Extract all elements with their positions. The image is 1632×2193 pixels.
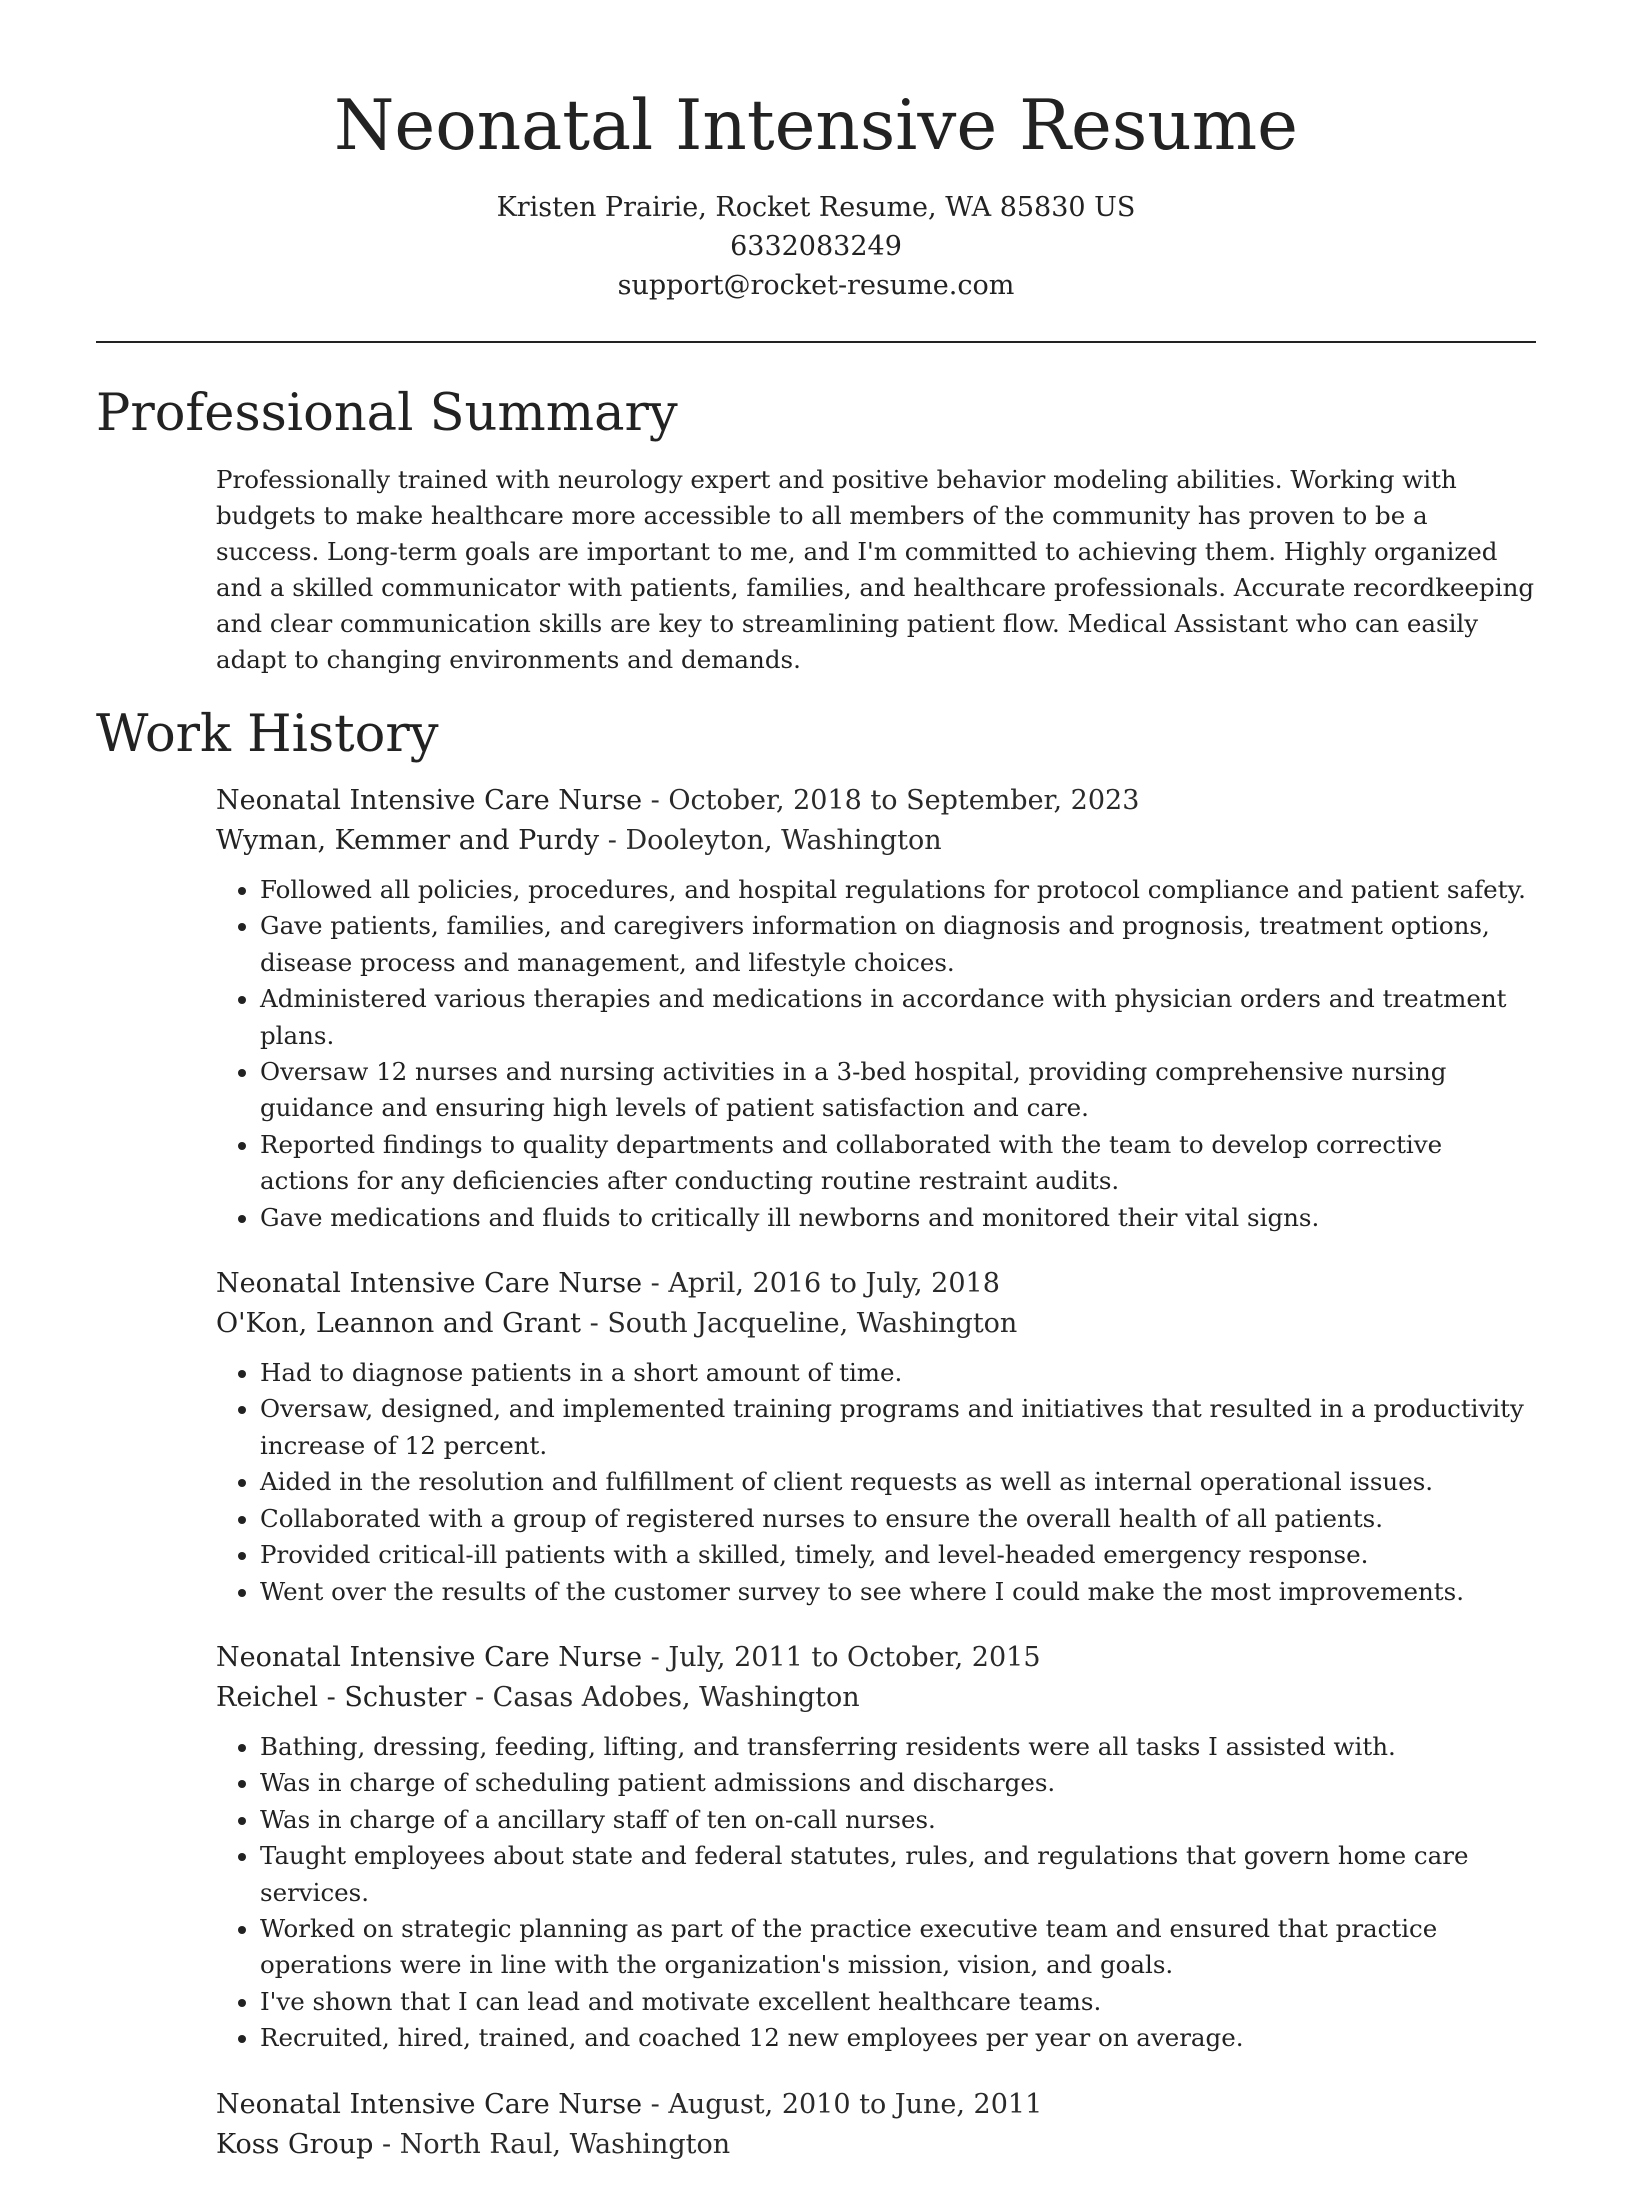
job-company-line: O'Kon, Leannon and Grant - South Jacqueline, Washington <box>216 1308 1018 1340</box>
job-bullet: • I've shown that I can lead and motivate excellent healthcare teams. <box>260 1984 1538 2020</box>
job-location: North Raul, Washington <box>399 2128 731 2160</box>
job-bullet: • Oversaw, designed, and implemented training programs and initiatives that resulted in a productivity increase of 12 percent. <box>260 1391 1538 1464</box>
job-company: O'Kon, Leannon and Grant <box>216 1308 581 1340</box>
job-bullets <box>216 872 1538 1236</box>
contact-block <box>0 188 1632 305</box>
job-title: Neonatal Intensive Care Nurse <box>216 1268 643 1300</box>
contact-phone: 6332083249 <box>730 231 902 262</box>
job-bullet: • Administered various therapies and medications in accordance with physician orders and treatment plans. <box>260 981 1538 1054</box>
job-entry <box>216 1264 1538 1610</box>
job-title-line: Neonatal Intensive Care Nurse - October, 2018 to September, 2023 <box>216 785 1140 816</box>
job-title: Neonatal Intensive Care Nurse <box>216 1641 643 1673</box>
work-history-heading: Work History <box>96 705 439 764</box>
contact-address: Kristen Prairie, Rocket Resume, WA 85830 US <box>496 192 1136 223</box>
job-entry <box>216 781 1538 1236</box>
job-bullets <box>216 1355 1538 1610</box>
job-entry <box>216 2085 1538 2165</box>
job-bullet: • Followed all policies, procedures, and hospital regulations for protocol compliance and patient safety. <box>260 872 1538 908</box>
job-title-line: Neonatal Intensive Care Nurse - July, 2011 to October, 2015 <box>216 1641 1041 1673</box>
job-title-line: Neonatal Intensive Care Nurse - August, 2010 to June, 2011 <box>216 2088 1043 2120</box>
job-bullet: • Collaborated with a group of registered nurses to ensure the overall health of all patients. <box>260 1501 1538 1537</box>
job-location: Casas Adobes, Washington <box>492 1681 860 1713</box>
job-entry <box>216 1638 1538 2057</box>
job-bullet: • Taught employees about state and federal statutes, rules, and regulations that govern home care services. <box>260 1838 1538 1911</box>
work-history-list <box>216 781 1538 2193</box>
job-title: Neonatal Intensive Care Nurse <box>216 2088 643 2120</box>
job-bullet: • Gave patients, families, and caregivers information on diagnosis and prognosis, treatment options, disease process and management, and lifestyle choices. <box>260 908 1538 981</box>
job-company-line: Wyman, Kemmer and Purdy - Dooleyton, Washington <box>216 825 942 856</box>
job-location: Dooleyton, Washington <box>625 825 942 856</box>
job-bullet: • Worked on strategic planning as part of the practice executive team and ensured that practice operations were in line with the organization's mission, vision, and goals. <box>260 1911 1538 1984</box>
job-dates: April, 2016 to July, 2018 <box>668 1268 1000 1300</box>
header-divider <box>96 341 1536 343</box>
job-bullet: • Reported findings to quality departments and collaborated with the team to develop corrective actions for any deficiencies after conducting routine restraint audits. <box>260 1127 1538 1200</box>
job-bullet: • Was in charge of scheduling patient admissions and discharges. <box>260 1765 1538 1801</box>
job-company-line: Koss Group - North Raul, Washington <box>216 2128 731 2160</box>
job-bullet: • Had to diagnose patients in a short amount of time. <box>260 1355 1538 1391</box>
job-dates: July, 2011 to October, 2015 <box>668 1641 1041 1673</box>
job-bullet: • Bathing, dressing, feeding, lifting, and transferring residents were all tasks I assisted with. <box>260 1729 1538 1765</box>
summary-text: Professionally trained with neurology expert and positive behavior modeling abilities. Working with budgets to make healthcare more accessible to all members of the community has proven to be a success. Long-term goals are important to me, and I'm committed to achieving them. Highly organized and a skilled communicator with patients, families, and healthcare professionals. Accurate recordkeeping and clear communication skills are key to streamlining patient flow. Medical Assistant who can easily adapt to changing environments and demands. <box>216 465 1535 674</box>
job-company: Koss Group <box>216 2128 374 2160</box>
summary-heading: Professional Summary <box>96 384 678 443</box>
resume-header <box>0 0 1632 305</box>
job-bullet: • Provided critical-ill patients with a skilled, timely, and level-headed emergency response. <box>260 1537 1538 1573</box>
job-company: Reichel - Schuster <box>216 1681 467 1713</box>
job-dates: October, 2018 to September, 2023 <box>668 785 1140 816</box>
job-title-line: Neonatal Intensive Care Nurse - April, 2016 to July, 2018 <box>216 1268 1000 1300</box>
job-bullet: • Was in charge of a ancillary staff of ten on-call nurses. <box>260 1802 1538 1838</box>
job-bullet: • Aided in the resolution and fulfillment of client requests as well as internal operational issues. <box>260 1464 1538 1500</box>
job-dates: August, 2010 to June, 2011 <box>668 2088 1043 2120</box>
job-bullet: • Gave medications and fluids to critically ill newborns and monitored their vital signs. <box>260 1200 1538 1236</box>
job-bullet: • Went over the results of the customer survey to see where I could make the most improvements. <box>260 1574 1538 1610</box>
contact-email: support@rocket-resume.com <box>617 270 1015 301</box>
job-bullet: • Oversaw 12 nurses and nursing activities in a 3-bed hospital, providing comprehensive nursing guidance and ensuring high levels of patient satisfaction and care. <box>260 1054 1538 1127</box>
job-location: South Jacqueline, Washington <box>607 1308 1018 1340</box>
job-company-line: Reichel - Schuster - Casas Adobes, Washington <box>216 1681 860 1713</box>
job-bullets <box>216 1729 1538 2057</box>
document-title: Neonatal Intensive Resume <box>333 86 1298 166</box>
job-bullet: • Recruited, hired, trained, and coached 12 new employees per year on average. <box>260 2020 1538 2056</box>
job-title: Neonatal Intensive Care Nurse <box>216 785 643 816</box>
job-company: Wyman, Kemmer and Purdy <box>216 825 600 856</box>
